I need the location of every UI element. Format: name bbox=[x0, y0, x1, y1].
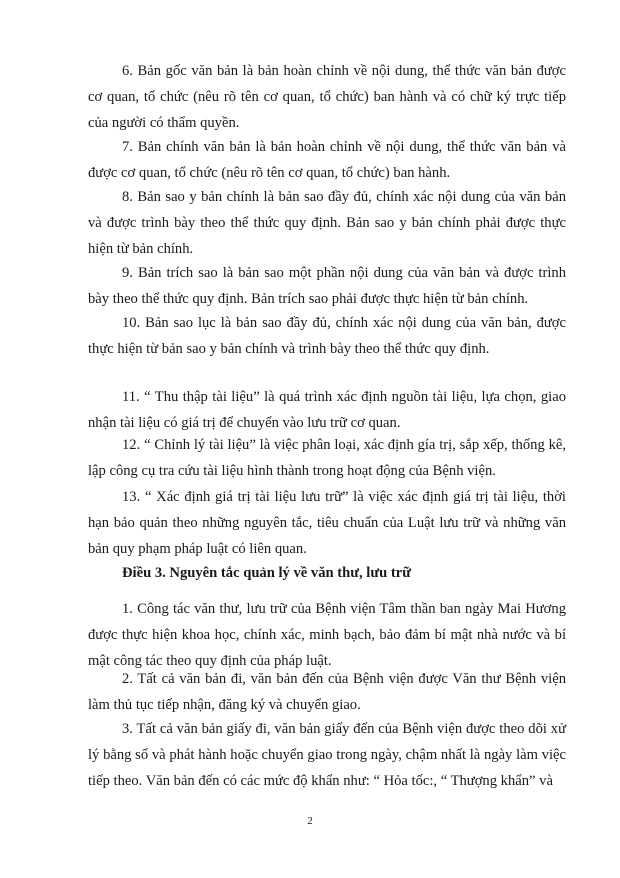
paragraph-8: 8. Bản sao y bản chính là bản sao đầy đủ, chính xác nội dung của văn bản và được trình bày theo thể thức quy định. Bản sao y bản chính phải được thực hiện từ bản chính. bbox=[88, 189, 566, 257]
paragraph-article3-2: 2. Tất cả văn bản đi, văn bản đến của Bệnh viện được Văn thư Bệnh viện làm thủ tục tiếp nhận, đăng ký và chuyển giao. bbox=[88, 671, 566, 713]
paragraph-article3-1: 1. Công tác văn thư, lưu trữ của Bệnh viện Tâm thần ban ngày Mai Hương được thực hiện khoa học, chính xác, minh bạch, bảo đảm bí mật nhà nước và bí mật công tác theo quy định của pháp luật. bbox=[88, 601, 566, 669]
paragraph-10: 10. Bản sao lục là bản sao đầy đủ, chính xác nội dung của văn bản, được thực hiện từ bản sao y bản chính và trình bày theo thể thức quy định. bbox=[88, 315, 566, 357]
page-number: 2 bbox=[307, 815, 313, 827]
article-heading: Điều 3. Nguyên tắc quản lý về văn thư, lưu trữ bbox=[122, 565, 411, 581]
paragraph-9: 9. Bản trích sao là bản sao một phần nội dung của văn bản và được trình bày theo thể thức quy định. Bản trích sao phải được thực hiện từ bản chính. bbox=[88, 265, 566, 307]
paragraph-13: 13. “ Xác định giá trị tài liệu lưu trữ” là việc xác định giá trị tài liệu, thời hạn bảo quản theo những nguyên tắc, tiêu chuẩn của Luật lưu trữ và những văn bản quy phạm pháp luật có liên quan. bbox=[88, 489, 566, 557]
paragraph-article3-3: 3. Tất cả văn bản giấy đi, văn bản giấy đến của Bệnh viện được theo dõi xử lý bằng số và phát hành hoặc chuyển giao trong ngày, chậm nhất là ngày làm việc tiếp theo. Văn bản đến có các mức độ khẩn như: “ Hỏa tốc:, “ Thượng khẩn” và bbox=[88, 721, 566, 789]
paragraph-11: 11. “ Thu thập tài liệu” là quá trình xác định nguồn tài liệu, lựa chọn, giao nhận tài liệu có giá trị để chuyển vào lưu trữ cơ quan. bbox=[88, 389, 566, 431]
paragraph-6: 6. Bản gốc văn bản là bản hoàn chỉnh về nội dung, thể thức văn bản được cơ quan, tổ chức (nêu rõ tên cơ quan, tổ chức) ban hành và có chữ ký trực tiếp của người có thẩm quyền. bbox=[88, 63, 566, 131]
paragraph-7: 7. Bản chính văn bản là bản hoàn chỉnh về nội dung, thể thức văn bản và được cơ quan, tổ chức (nêu rõ tên cơ quan, tổ chức) ban hành. bbox=[88, 139, 566, 181]
paragraph-12: 12. “ Chỉnh lý tài liệu” là việc phân loại, xác định gía trị, sắp xếp, thống kê, lập công cụ tra cứu tài liệu hình thành trong hoạt động của Bệnh viện. bbox=[88, 437, 566, 479]
